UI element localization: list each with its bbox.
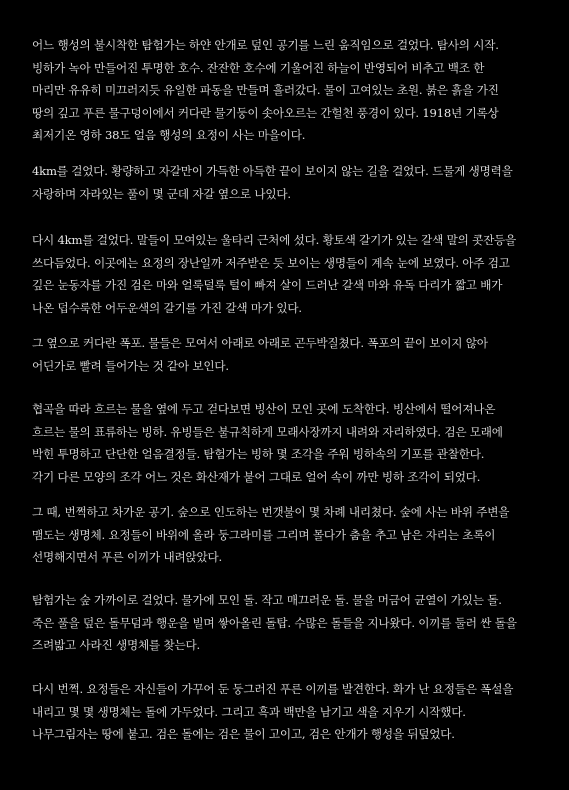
- paragraph-line: 박힌 투명하고 단단한 얼음결정들. 탐험가는 빙하 몇 조각을 주워 빙하속의 기포를 관찰한다.: [32, 447, 485, 461]
- paragraph-line: 쓰다듬었다. 이곳에는 요정의 장난일까 저주받은 듯 보이는 생명들이 계속 눈에 보였다. 아주 검고: [32, 255, 510, 270]
- paragraph-line: 어딘가로 빨려 들어가는 것 같아 보인다.: [32, 358, 229, 373]
- paragraph-line: 다시 번쩍. 요정들은 자신들이 가꾸어 둔 둥그러진 푸른 이끼를 발견한다. 화가 난 요정들은 폭설을: [32, 682, 514, 696]
- paragraph-line: 죽은 풀을 덮은 돌무덤과 행운을 빌며 쌓아올린 돌탑. 수많은 돌들을 지나왔다. 이끼를 둘러 싼 돌을: [32, 615, 517, 630]
- paragraph-3: [32, 229, 552, 319]
- paragraph-line: 빙하가 녹아 만들어진 투명한 호수. 잔잔한 호수에 기울어진 하늘이 반영되어 비추고 백조 한: [32, 60, 485, 75]
- paragraph-line: 그 옆으로 커다란 폭포. 물들은 모여서 아래로 아래로 곤두박질쳤다. 폭포의 끝이 보이지 않아: [32, 336, 488, 350]
- paragraph-6: [32, 501, 552, 569]
- paragraph-5: [32, 398, 552, 488]
- paragraph-line: 즈려밟고 사라진 생명체를 찾는다.: [32, 638, 200, 652]
- paragraph-line: 다시 4km를 걸었다. 말들이 모여있는 울타리 근처에 섰다. 황토색 갈기가 있는 갈색 말의 콧잔등을: [32, 233, 517, 247]
- paragraph-line: 깊은 눈동자를 가진 검은 마와 얼룩덜룩 털이 빠져 살이 드러난 갈색 마와 유독 다리가 짧고 배가: [32, 278, 503, 292]
- paragraph-line: 흐르는 물의 표류하는 빙하. 유빙들은 불규칙하게 모래사장까지 내려와 자리하였다. 검은 모래에: [32, 424, 503, 439]
- paragraph-line: 협곡을 따라 흐르는 물을 옆에 두고 걷다보면 빙산이 모인 곳에 도착한다. 빙산에서 떨어져나온: [32, 402, 496, 416]
- paragraph-line: 나온 덥수룩한 어두운색의 갈기를 가진 갈색 마가 있다.: [32, 300, 302, 315]
- paragraph-line: 최저기온 영하 38도 얼음 행성의 요정이 사는 마을이다.: [32, 128, 306, 142]
- paragraph-line: 맴도는 생명체. 요정들이 바위에 올라 둥그라미를 그리며 몰다가 춤을 추고 남은 자리는 초록이: [32, 527, 496, 542]
- paragraph-line: 땅의 깊고 푸른 물구덩이에서 커다란 물기둥이 솟아오르는 간헐천 풍경이 있다. 1918년 기록상: [32, 105, 499, 120]
- paragraph-line: 나무그림자는 땅에 붙고. 검은 돌에는 검은 물이 고이고, 검은 안개가 행성을 뒤덮었다.: [32, 727, 455, 741]
- paragraph-line: 그 때, 번쩍하고 차가운 공기. 숲으로 인도하는 번갯불이 몇 차례 내리쳤다. 숲에 사는 바위 주변을: [32, 505, 510, 519]
- paragraph-1: [32, 34, 552, 147]
- paragraph-line: 선명해지면서 푸른 이끼가 내려앉았다.: [32, 550, 222, 564]
- paragraph-line: 내리고 몇 몇 생명체는 돌에 가두었다. 그리고 흑과 백만을 남기고 색을 지우기 시작했다.: [32, 704, 466, 719]
- paragraph-line: 자랑하며 자라있는 풀이 몇 군데 자갈 옆으로 나있다.: [32, 186, 291, 201]
- paragraph-4: [32, 332, 552, 377]
- paragraph-line: 탐험가는 숲 가까이로 걸었다. 물가에 모인 돌. 작고 매끄러운 돌. 물을 머금어 균열이 가있는 돌.: [32, 593, 502, 607]
- paragraph-7: [32, 589, 552, 657]
- paragraph-line: 어느 행성의 불시착한 탐험가는 하얀 안개로 덮인 공기를 느린 움직임으로 걸었다. 탐사의 시작.: [32, 38, 499, 52]
- paragraph-2: [32, 160, 552, 205]
- paragraph-line: 4km를 걸었다. 황량하고 자갈만이 가득한 아득한 끝이 보이지 않는 길을 걸었다. 드물게 생명력을: [32, 164, 513, 178]
- paragraph-line: 마리만 유유히 미끄러지듯 유일한 파동을 만들며 흘러갔다. 물이 고여있는 초원. 붉은 흙을 가진: [32, 83, 499, 97]
- paragraph-8: [32, 678, 552, 746]
- paragraph-line: 각기 다른 모양의 조각 어느 것은 화산재가 붙어 그대로 얼어 속이 까만 빙하 조각이 되었다.: [32, 469, 481, 484]
